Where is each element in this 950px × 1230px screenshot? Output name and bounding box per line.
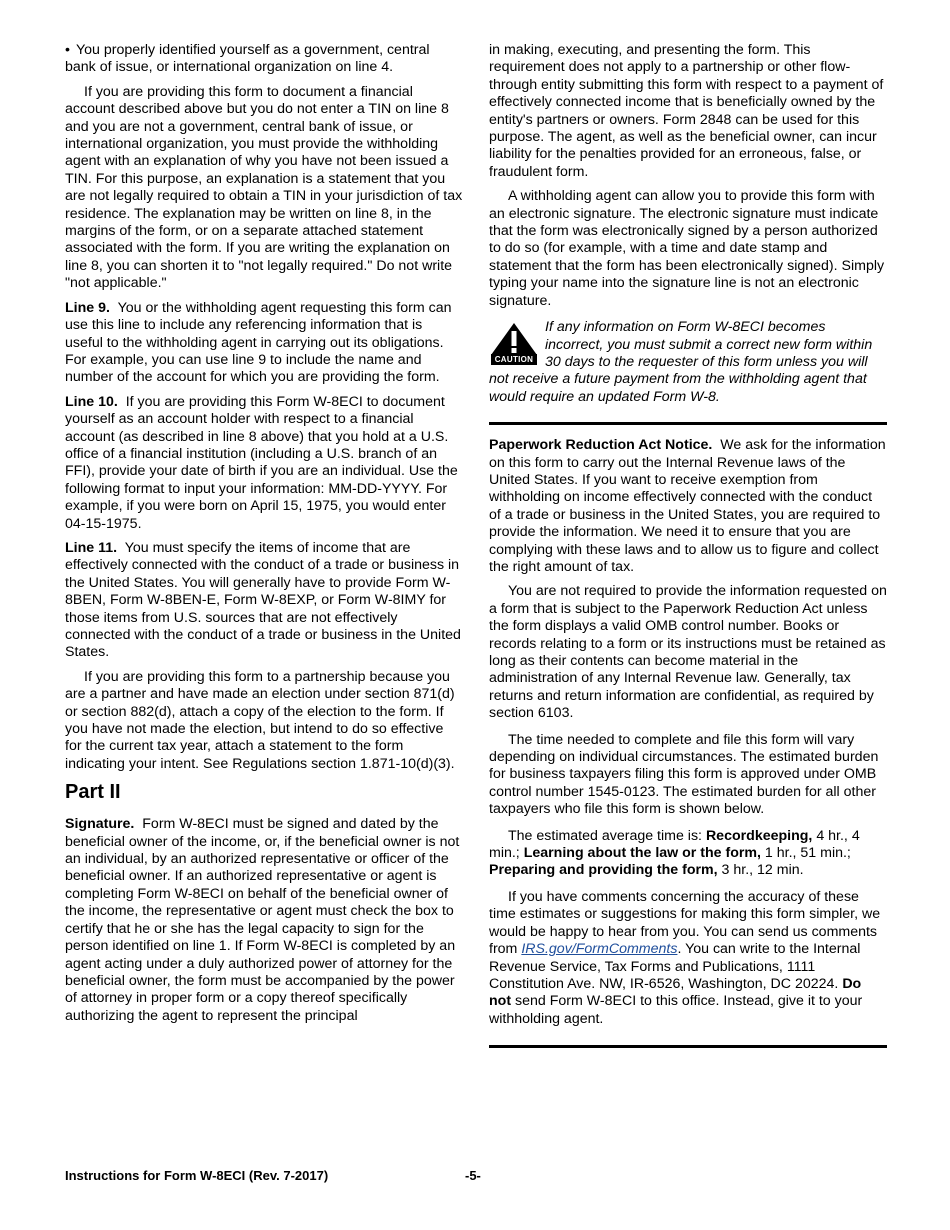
paperwork-heading: Paperwork Reduction Act Notice. (489, 437, 713, 454)
signature-heading: Signature. (65, 816, 135, 833)
comments-paragraph: If you have comments concerning the accuracy of these time estimates or suggestions for making this form simpler, we would be happy to hear from you. You can send us comments from IRS.gov/FormComments. You can write to the Internal Revenue Service, Tax Forms and Publications, 1111 Constitution Ave. NW, IR-6526, Washington, DC 20224. Do not send Form W-8ECI to this office. Instead, give it to your withholding agent. (489, 888, 881, 1027)
continuation-paragraph: in making, executing, and presenting the form. This requirement does not apply to a partnership or other flow-through entity submitting this form with respect to a payment of effectively connected income that is beneficially owned by the entity's partners or owners. Form 2848 can be used for this purpose. The agent, as well as the beneficial owner, can incur liability for the penalties provided for an erroneous, false, or fraudulent form. (489, 42, 884, 180)
page-number: -5- (465, 1168, 481, 1183)
section-divider (489, 422, 887, 425)
bottom-divider (489, 1045, 887, 1048)
caution-label: CAUTION (491, 354, 537, 365)
line10-paragraph: Line 10. If you are providing this Form W-8ECI to document yourself as an account holder with respect to a financial account (as described in line 8 above) that you hold at a U.S. office of a financial institution (including a U.S. branch of an FFI), provide your date of birth if you are an individual. Use the following format to input your information: MM-DD-YYYY. For example, if you were born on April 15, 1975, you would enter 04-15-1975. (65, 393, 458, 532)
electronic-signature-paragraph: A withholding agent can allow you to provide this form with an electronic signature. The electronic signature must indicate that the form was electronically signed by a person authorized to do so (for example, with a time and date stamp and statement that the form has been electronically signed). Simply typing your name into the signature line is not an electronic signature. (489, 188, 885, 309)
estimated-time-paragraph: The estimated average time is: Recordkeeping, 4 hr., 4 min.; Learning about the law or the form, 1 hr., 51 min.; Preparing and providing the form, 3 hr., 12 min. (489, 827, 860, 879)
irs-form-comments-link[interactable]: IRS.gov/FormComments (521, 941, 678, 958)
tin-explanation-paragraph: If you are providing this form to document a financial account described above but you do not enter a TIN on line 8 and you are not a government, central bank of issue, or international organization, you must provide the withholding agent with an explanation of why you have not been issued a TIN. For this purpose, an explanation is a statement that you are not legally required to obtain a TIN in your jurisdiction of tax residence. The explanation may be written on line 8, in the margins of the form, or on a separate attached statement associated with the form. If you are writing the explanation on line 8, you can shorten it to "not legally required." Do not write "not applicable." (65, 83, 463, 292)
caution-text: If any information on Form W-8ECI becomes incorrect, you must submit a correct new form within 30 days to the requester of this form unless you will not receive a future payment from the withholding agent that would require an updated Form W-8. (489, 319, 873, 405)
paperwork-paragraph: Paperwork Reduction Act Notice. We ask for the information on this form to carry out the Internal Revenue laws of the United States. If you want to receive exemption from withholding on income effectively connected with the conduct of a trade or business in the United States, you are required to provide the information. We need it to ensure that you are complying with these laws and to allow us to figure and collect the right amount of tax. (489, 437, 886, 575)
signature-paragraph: Signature. Form W-8ECI must be signed and dated by the beneficial owner of the income, or, if the beneficial owner is not an individual, by an authorized representative or officer of the beneficial owner. If an authorized representative or agent is completing Form W-8ECI on behalf of the beneficial owner of the income, the representative or agent must check the box to certify that he or she has the legal capacity to sign for the person identified on line 1. If Form W-8ECI is completed by an agent acting under a duly authorized power of attorney for the beneficial owner, the form must be accompanied by the power of attorney in proper form or a copy thereof specifically authorizing the agent to represent the principal (65, 816, 460, 1024)
left-column (65, 42, 463, 1032)
time-needed-paragraph: The time needed to complete and file this form will vary depending on individual circumstances. The estimated burden for business taxpayers filing this form is approved under OMB control number 1545-0123. The estimated burden for all other taxpayers who file this form is shown below. (489, 731, 879, 818)
bullet-line4: • You properly identified yourself as a government, central bank of issue, or international organization on line 4. (65, 42, 430, 76)
partnership-paragraph: If you are providing this form to a partnership because you are a partner and have made an election under section 871(d) or section 882(d), attach a copy of the election to the form. If you have not made the election, but intend to do so effective for the current tax year, attach a statement to the form indicating your intent. See Regulations section 1.871-10(d)(3). (65, 668, 455, 772)
line10-heading: Line 10. (65, 393, 118, 410)
right-column (489, 42, 887, 1048)
bullet-icon: • (65, 42, 70, 58)
caution-icon (489, 322, 539, 366)
part-ii-heading: Part II (65, 781, 121, 804)
line9-heading: Line 9. (65, 299, 110, 316)
line11-paragraph: Line 11. You must specify the items of income that are effectively connected with the conduct of a trade or business in the United States. You will generally have to provide Form W-8BEN, Form W-8BEN-E, Form W-8EXP, or Form W-8IMY for those items from U.S. sources that are not effectively connected with the conduct of a trade or business in the United States. (65, 539, 461, 661)
caution-box (489, 319, 887, 406)
line11-heading: Line 11. (65, 539, 118, 556)
omb-paragraph: You are not required to provide the information requested on a form that is subject to the Paperwork Reduction Act unless the form displays a valid OMB control number. Books or records relating to a form or its instructions must be retained as long as their contents can become material in the administration of any Internal Revenue law. Generally, tax returns and return information are confidential, as required by section 6103. (489, 583, 887, 722)
line9-paragraph: Line 9. You or the withholding agent requesting this form can use this line to include any referencing information that is useful to the withholding agent in carrying out its obligations. For example, you can use line 9 to include the name and number of the account for which you are providing the form. (65, 299, 452, 386)
footer-title: Instructions for Form W-8ECI (Rev. 7-2017) (65, 1168, 329, 1183)
